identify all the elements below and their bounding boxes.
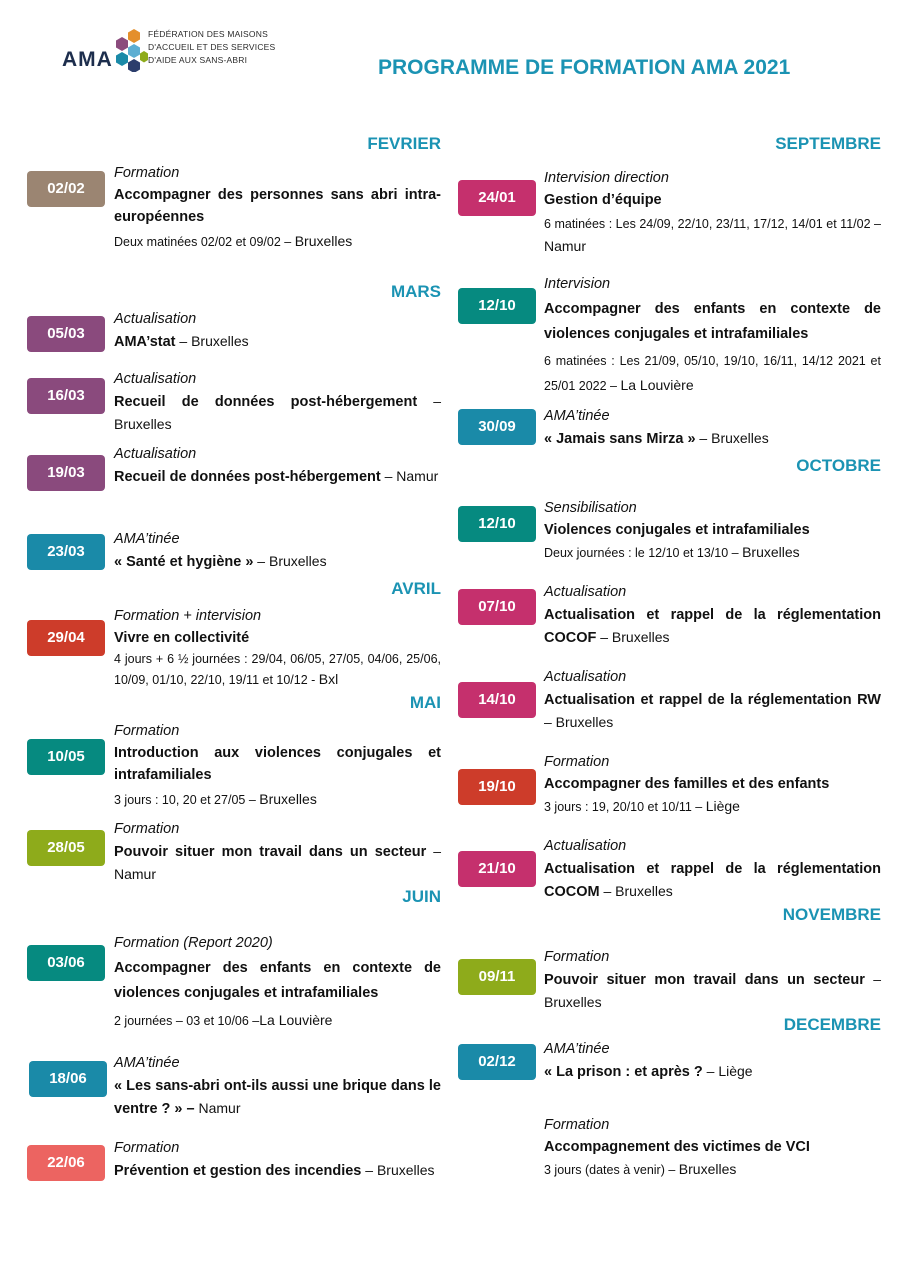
training-type: Intervision <box>544 276 611 292</box>
date-badge: 24/01 <box>458 180 536 216</box>
training-title: AMA’stat <box>114 334 176 350</box>
training-detail: 3 jours : 19, 20/10 et 10/11 – Liège <box>544 798 740 814</box>
training-entry <box>544 273 881 398</box>
training-title: Pouvoir situer mon travail dans un secteur <box>114 844 427 860</box>
logo-subtitle: FÉDÉRATION DES MAISONS D'ACCUEIL ET DES SERVICES D'AIDE AUX SANS-ABRI <box>148 29 276 65</box>
date-badge: 30/09 <box>458 409 536 445</box>
date-badge: 29/04 <box>27 620 105 656</box>
training-title: Gestion d’équipe <box>544 192 662 208</box>
logo-wordmark: AMA <box>62 48 113 71</box>
training-type: AMA’tinée <box>114 1055 180 1071</box>
date-badge: 19/03 <box>27 455 105 491</box>
month-heading-octobre: OCTOBRE <box>796 456 881 475</box>
date-badge: 05/03 <box>27 316 105 352</box>
training-type: Sensibilisation <box>544 500 637 516</box>
training-type: Actualisation <box>544 669 627 685</box>
training-detail: 6 matinées : Les 24/09, 22/10, 23/11, 17/12, 14/01 et 11/02 – Namur <box>544 217 881 254</box>
training-entry <box>114 528 441 573</box>
month-heading-juin: JUIN <box>402 887 441 906</box>
training-entry <box>544 835 881 903</box>
month-heading-mars: MARS <box>390 282 441 301</box>
training-entry <box>114 605 441 690</box>
training-type: Actualisation <box>544 584 627 600</box>
training-entry <box>114 1052 441 1120</box>
training-entry <box>544 405 881 450</box>
date-badge: 22/06 <box>27 1145 105 1181</box>
training-entry <box>544 1038 881 1083</box>
training-type: AMA’tinée <box>544 1041 610 1057</box>
date-badge: 03/06 <box>27 945 105 981</box>
training-location: – Namur <box>380 468 439 484</box>
training-entry <box>114 932 441 1032</box>
training-title: « La prison : et après ? <box>544 1064 703 1080</box>
training-title: Actualisation et rappel de la réglementation COCOF <box>544 607 881 646</box>
training-title: Vivre en collectivité <box>114 630 250 646</box>
training-type: AMA’tinée <box>114 531 180 547</box>
training-detail: 6 matinées : Les 21/09, 05/10, 19/10, 16/11, 14/12 2021 et 25/01 2022 – La Louvière <box>544 354 881 393</box>
training-title: « Santé et hygiène » <box>114 554 254 570</box>
date-badge: 23/03 <box>27 534 105 570</box>
training-entry <box>114 818 441 885</box>
training-type: Formation (Report 2020) <box>114 935 273 951</box>
date-badge: 18/06 <box>29 1061 107 1097</box>
month-heading-septembre: SEPTEMBRE <box>775 134 881 153</box>
training-location: – Bruxelles <box>175 333 249 349</box>
date-badge: 19/10 <box>458 769 536 805</box>
training-entry <box>544 666 881 733</box>
training-type: Formation <box>544 754 610 770</box>
date-badge: 28/05 <box>27 830 105 866</box>
training-location: – Bruxelles <box>695 430 769 446</box>
training-detail: 3 jours : 10, 20 et 27/05 – Bruxelles <box>114 791 317 807</box>
training-entry <box>544 497 881 564</box>
training-title: Accompagner des enfants en contexte de violences conjugales et intrafamiliales <box>114 960 441 1001</box>
training-location: – Bruxelles <box>596 629 670 645</box>
training-location: – Liège <box>702 1063 753 1079</box>
training-type: Intervision direction <box>544 170 669 186</box>
training-location: – Bruxelles <box>599 883 673 899</box>
training-location: Namur <box>194 1100 241 1116</box>
training-entry <box>544 167 881 258</box>
training-type: AMA’tinée <box>544 408 610 424</box>
training-location: – Bruxelles <box>544 714 614 730</box>
training-title: « Les sans-abri ont-ils aussi une brique dans le ventre ? » – <box>114 1078 441 1117</box>
training-type: Formation <box>114 723 180 739</box>
training-type: Formation <box>114 1140 180 1156</box>
training-type: Formation <box>114 165 180 181</box>
training-entry <box>114 443 441 488</box>
training-title: Recueil de données post-hébergement <box>114 394 418 410</box>
training-type: Formation + intervision <box>114 608 262 624</box>
training-title: Recueil de données post-hébergement <box>114 469 381 485</box>
training-detail: Deux matinées 02/02 et 09/02 – Bruxelles <box>114 233 353 249</box>
training-entry <box>544 1114 881 1181</box>
month-heading-decembre: DECEMBRE <box>783 1015 881 1034</box>
date-badge: 12/10 <box>458 506 536 542</box>
training-type: Actualisation <box>544 838 627 854</box>
training-type: Formation <box>544 949 610 965</box>
date-badge: 16/03 <box>27 378 105 414</box>
month-heading-avril: AVRIL <box>391 579 441 598</box>
training-detail: Deux journées : le 12/10 et 13/10 – Bruxelles <box>544 544 800 560</box>
training-title: Actualisation et rappel de la réglementation COCOM <box>544 861 881 900</box>
date-badge: 14/10 <box>458 682 536 718</box>
month-heading-novembre: NOVEMBRE <box>782 905 881 924</box>
training-title: Accompagnement des victimes de VCI <box>544 1139 810 1155</box>
page-title: PROGRAMME DE FORMATION AMA 2021 <box>378 56 791 79</box>
date-badge: 09/11 <box>458 959 536 995</box>
training-title: Introduction aux violences conjugales et intrafamiliales <box>114 745 441 783</box>
training-detail: 3 jours (dates à venir) – Bruxelles <box>544 1161 737 1177</box>
training-entry <box>544 581 881 649</box>
training-entry <box>114 720 441 811</box>
training-location: – Namur <box>114 843 441 882</box>
training-type: Actualisation <box>114 311 197 327</box>
date-badge: 21/10 <box>458 851 536 887</box>
training-location: – Bruxelles <box>253 553 327 569</box>
date-badge: 02/12 <box>458 1044 536 1080</box>
training-location: – Bruxelles <box>114 393 441 432</box>
training-location: – Bruxelles <box>361 1162 435 1178</box>
training-type: Actualisation <box>114 446 197 462</box>
training-type: Formation <box>114 821 180 837</box>
date-badge: 02/02 <box>27 171 105 207</box>
training-detail: 2 journées – 03 et 10/06 –La Louvière <box>114 1012 333 1028</box>
date-badge: 10/05 <box>27 739 105 775</box>
training-entry <box>114 368 441 435</box>
training-type: Formation <box>544 1117 610 1133</box>
date-badge: 12/10 <box>458 288 536 324</box>
training-title: Accompagner des enfants en contexte de violences conjugales et intrafamiliales <box>544 301 881 342</box>
training-detail: 4 jours + 6 ½ journées : 29/04, 06/05, 27/05, 04/06, 25/06, 10/09, 01/10, 22/10, 19/11 et 10/12 - Bxl <box>114 652 441 687</box>
training-entry <box>114 308 441 353</box>
month-heading-fevrier: FEVRIER <box>367 134 441 153</box>
training-entry <box>544 946 881 1013</box>
hexagon-cluster-icon <box>108 28 148 72</box>
training-title: Prévention et gestion des incendies <box>114 1163 362 1179</box>
date-badge: 07/10 <box>458 589 536 625</box>
month-heading-mai: MAI <box>409 693 441 712</box>
training-entry <box>544 751 881 818</box>
training-type: Actualisation <box>114 371 197 387</box>
training-title: Actualisation et rappel de la réglementation RW <box>544 692 881 708</box>
training-title: Accompagner des personnes sans abri intra-européennes <box>114 187 441 225</box>
training-title: Pouvoir situer mon travail dans un secteur <box>544 972 865 988</box>
training-location: – Bruxelles <box>544 971 881 1010</box>
training-entry <box>114 1137 441 1182</box>
ama-logo <box>60 24 280 82</box>
training-title: « Jamais sans Mirza » <box>544 431 696 447</box>
training-title: Accompagner des familles et des enfants <box>544 776 830 792</box>
training-entry <box>114 162 441 253</box>
training-title: Violences conjugales et intrafamiliales <box>544 522 810 538</box>
